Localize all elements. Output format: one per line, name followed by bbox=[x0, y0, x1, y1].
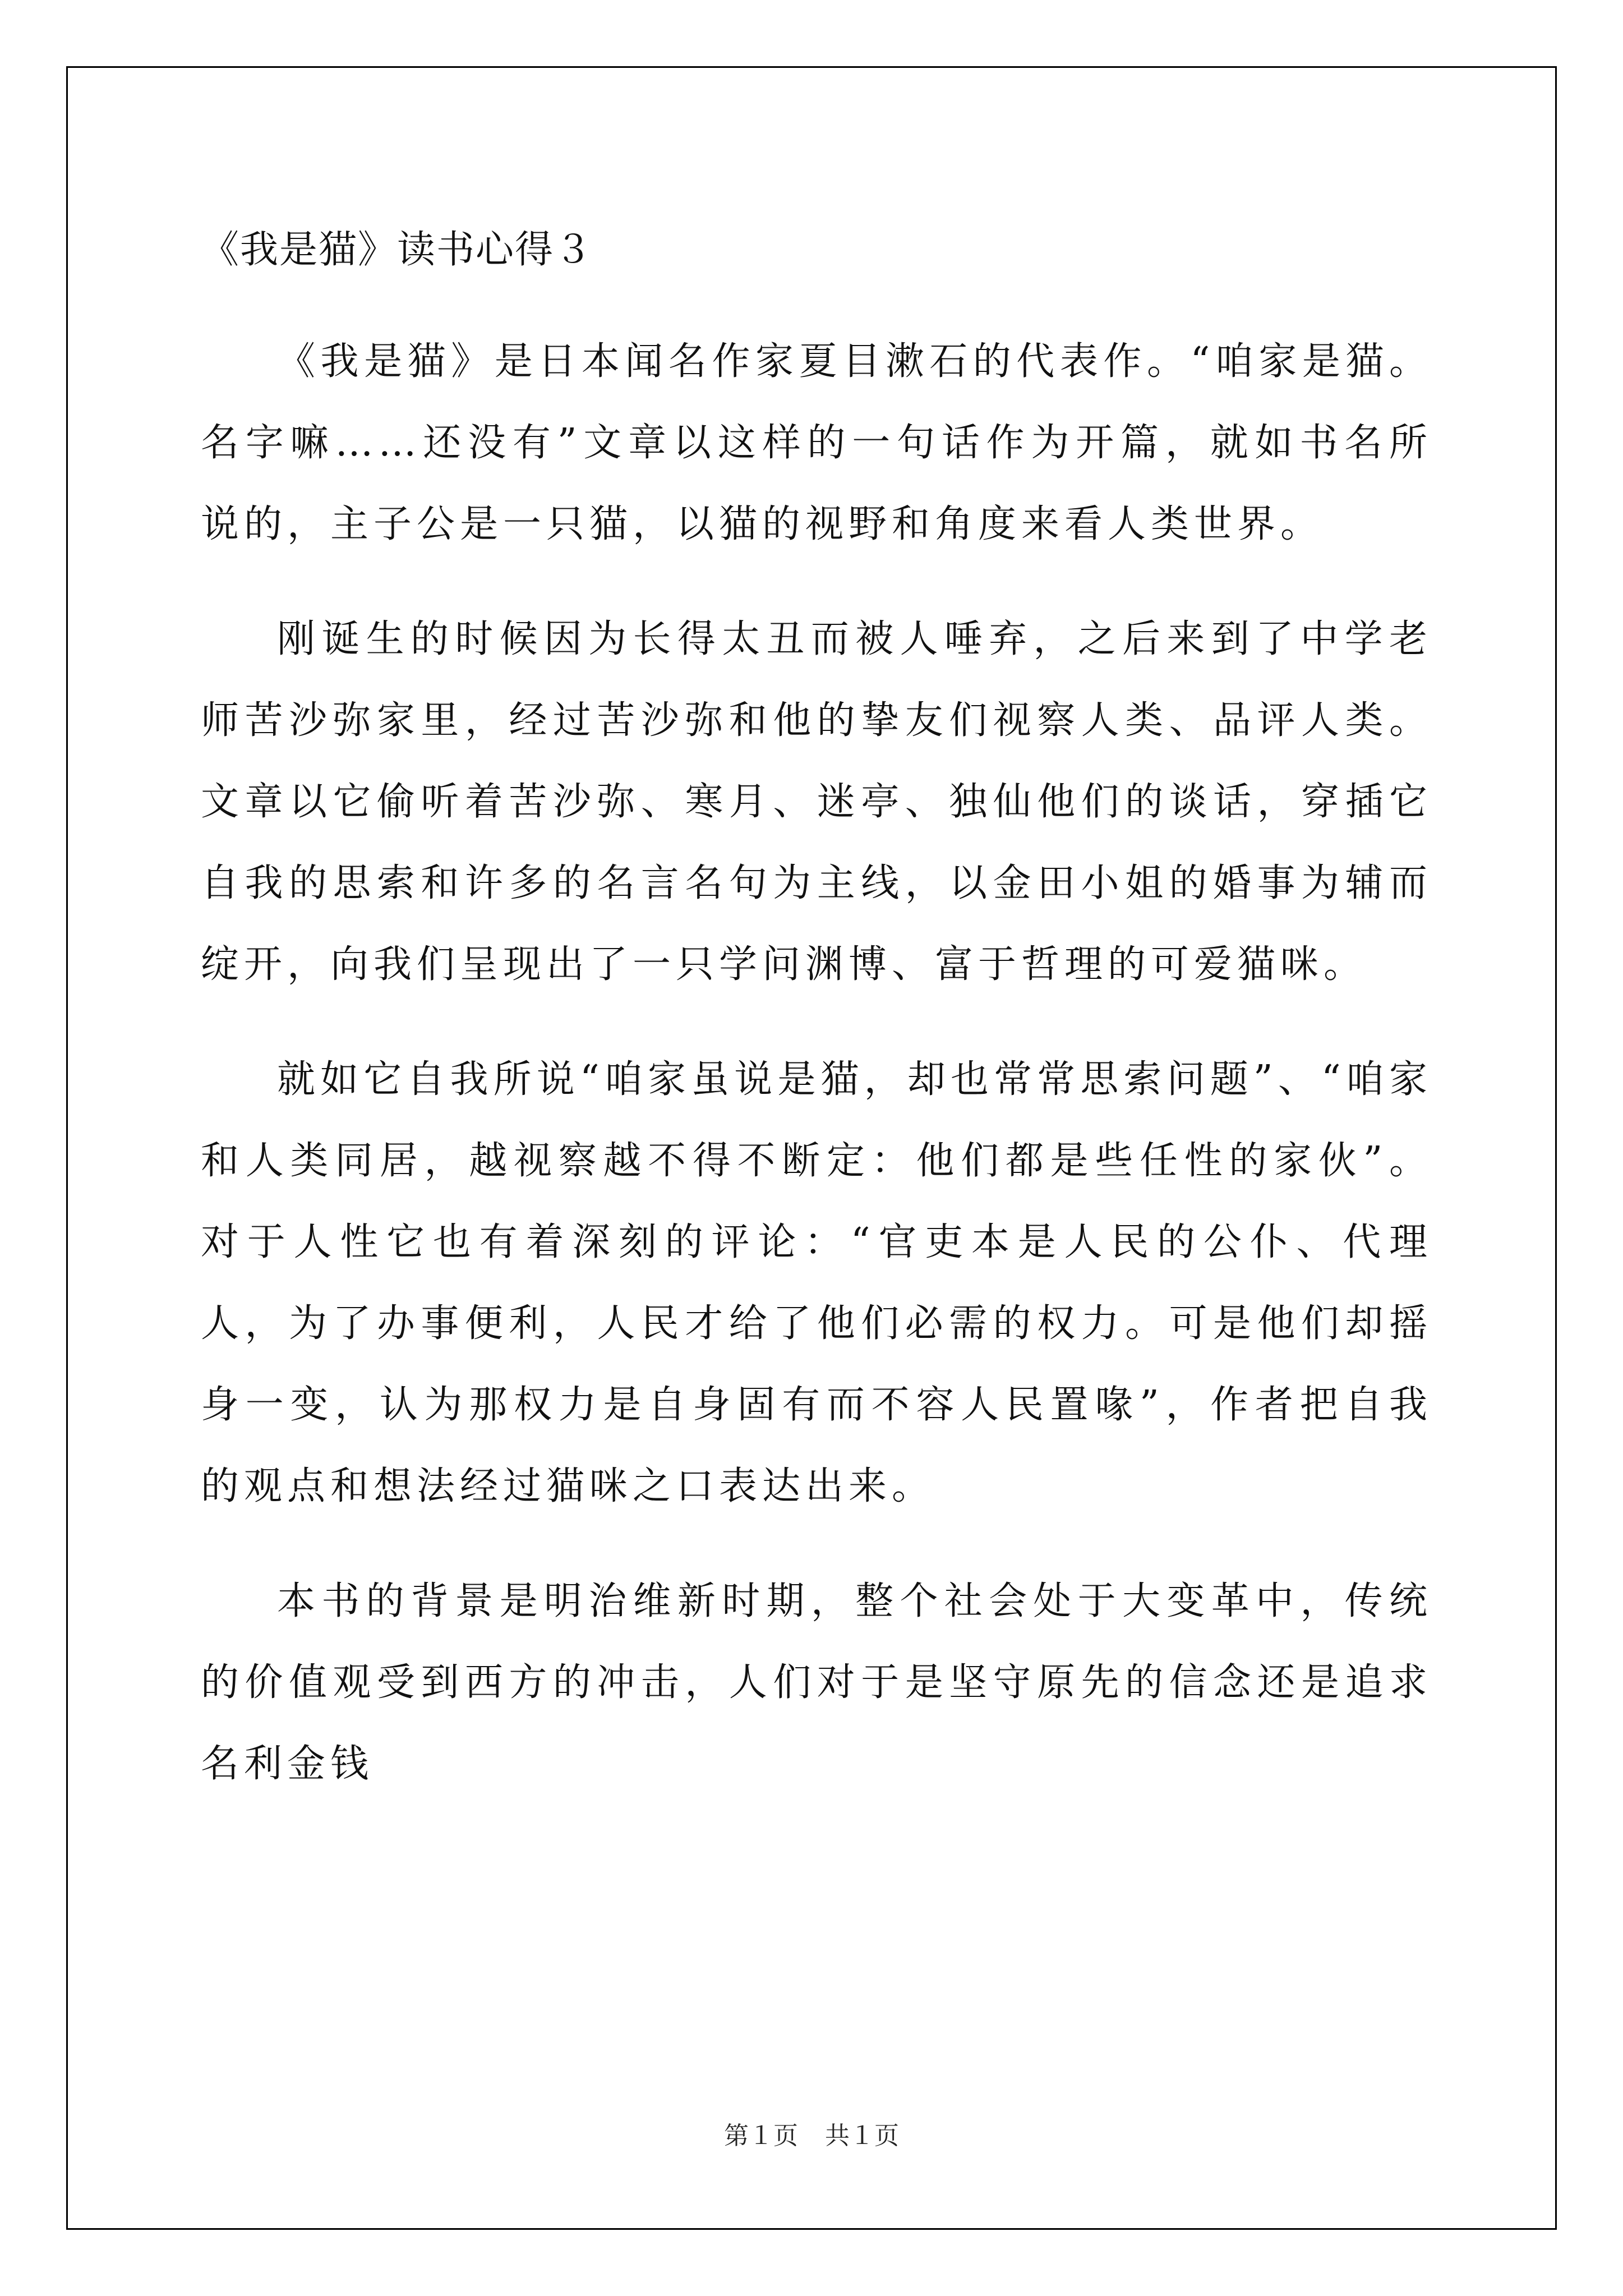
paragraph-2: 刚诞生的时候因为长得太丑而被人唾弃，之后来到了中学老师苦沙弥家里，经过苦沙弥和他的挚友们视察人类、品评人类。文章以它偷听着苦沙弥、寒月、迷亭、独仙他们的谈话，穿插它自我的思索和许多的名言名句为主线，以金田小姐的婚事为辅而绽开，向我们呈现出了一只学问渊博、富于哲理的可爱猫咪。 bbox=[201, 617, 1432, 987]
document-title: 《我是猫》读书心得３ bbox=[201, 228, 594, 272]
page-total: 共１页 bbox=[825, 2122, 899, 2150]
document-body bbox=[201, 219, 1432, 1805]
paragraph-1: 《我是猫》是日本闻名作家夏目漱石的代表作。“咱家是猫。名字嘛……还没有”文章以这样的一句话作为开篇，就如书名所说的，主子公是一只猫，以猫的视野和角度来看人类世界。 bbox=[201, 339, 1432, 546]
paragraph-3: 就如它自我所说“咱家虽说是猫，却也常常思索问题”、“咱家和人类同居，越视察越不得不断定：他们都是些任性的家伙”。对于人性它也有着深刻的评论：“官吏本是人民的公仆、代理人，为了办事便利，人民才给了他们必需的权力。可是他们却摇身一变，认为那权力是自身固有而不容人民置喙”，作者把自我的观点和想法经过猫咪之口表达出来。 bbox=[201, 1057, 1433, 1508]
page-number: 第１页 bbox=[724, 2122, 798, 2150]
page-footer bbox=[0, 2119, 1623, 2153]
paragraph-4: 本书的背景是明治维新时期，整个社会处于大变革中，传统的价值观受到西方的冲击，人们对于是坚守原先的信念还是追求名利金钱 bbox=[201, 1579, 1432, 1786]
